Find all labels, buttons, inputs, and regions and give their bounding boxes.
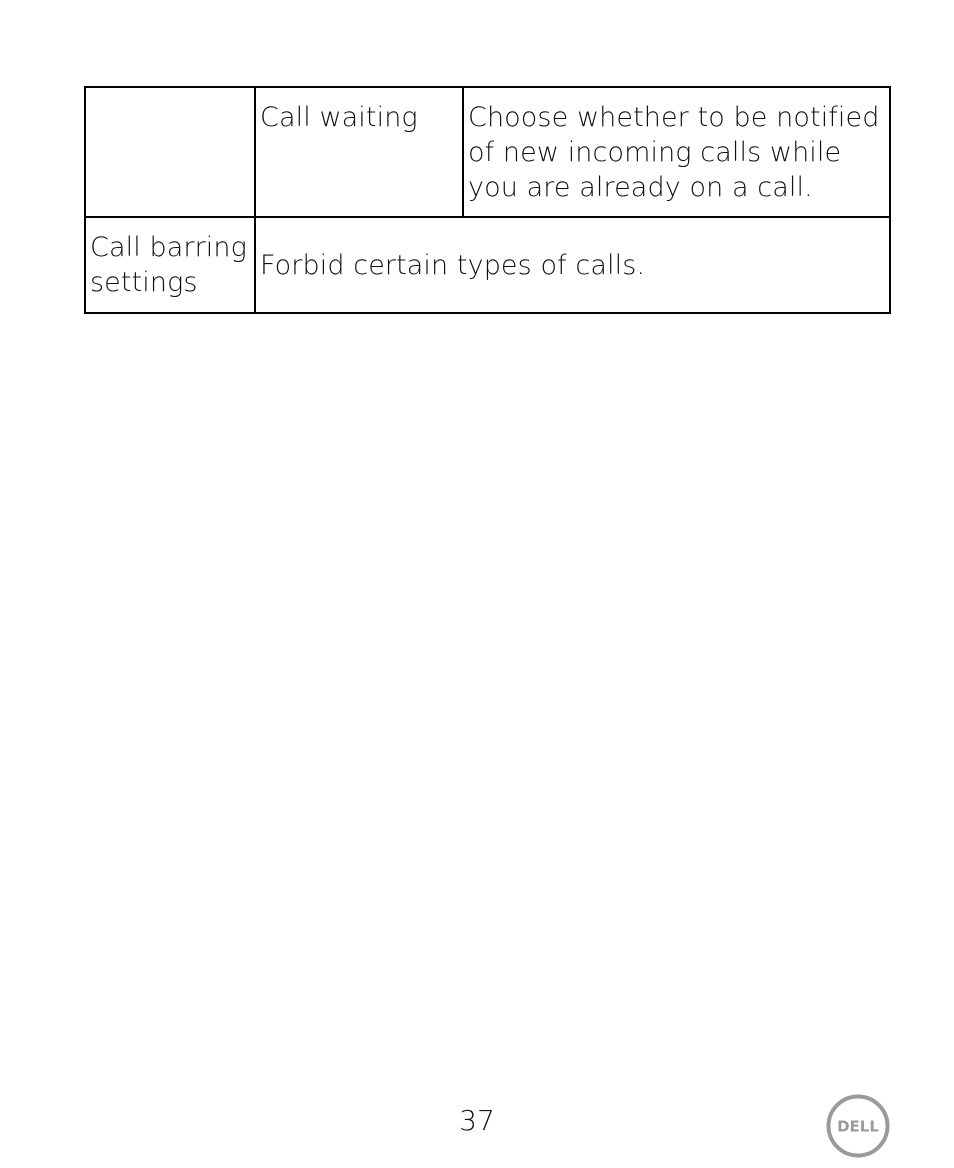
table-row [85,217,890,313]
settings-table [84,86,891,314]
table-row [85,87,890,217]
dell-logo-icon [826,1094,890,1158]
table-cell-empty [85,87,255,217]
setting-name-cell: Call waiting [255,87,463,217]
logo-text: DELL [837,1117,879,1136]
setting-description-cell: Choose whether to be notified of new incoming calls while you are already on a call. [463,87,890,217]
setting-group-cell: Call barring settings [85,217,255,313]
setting-description-cell: Forbid certain types of calls. [255,217,890,313]
page-number: 37 [459,1104,495,1137]
